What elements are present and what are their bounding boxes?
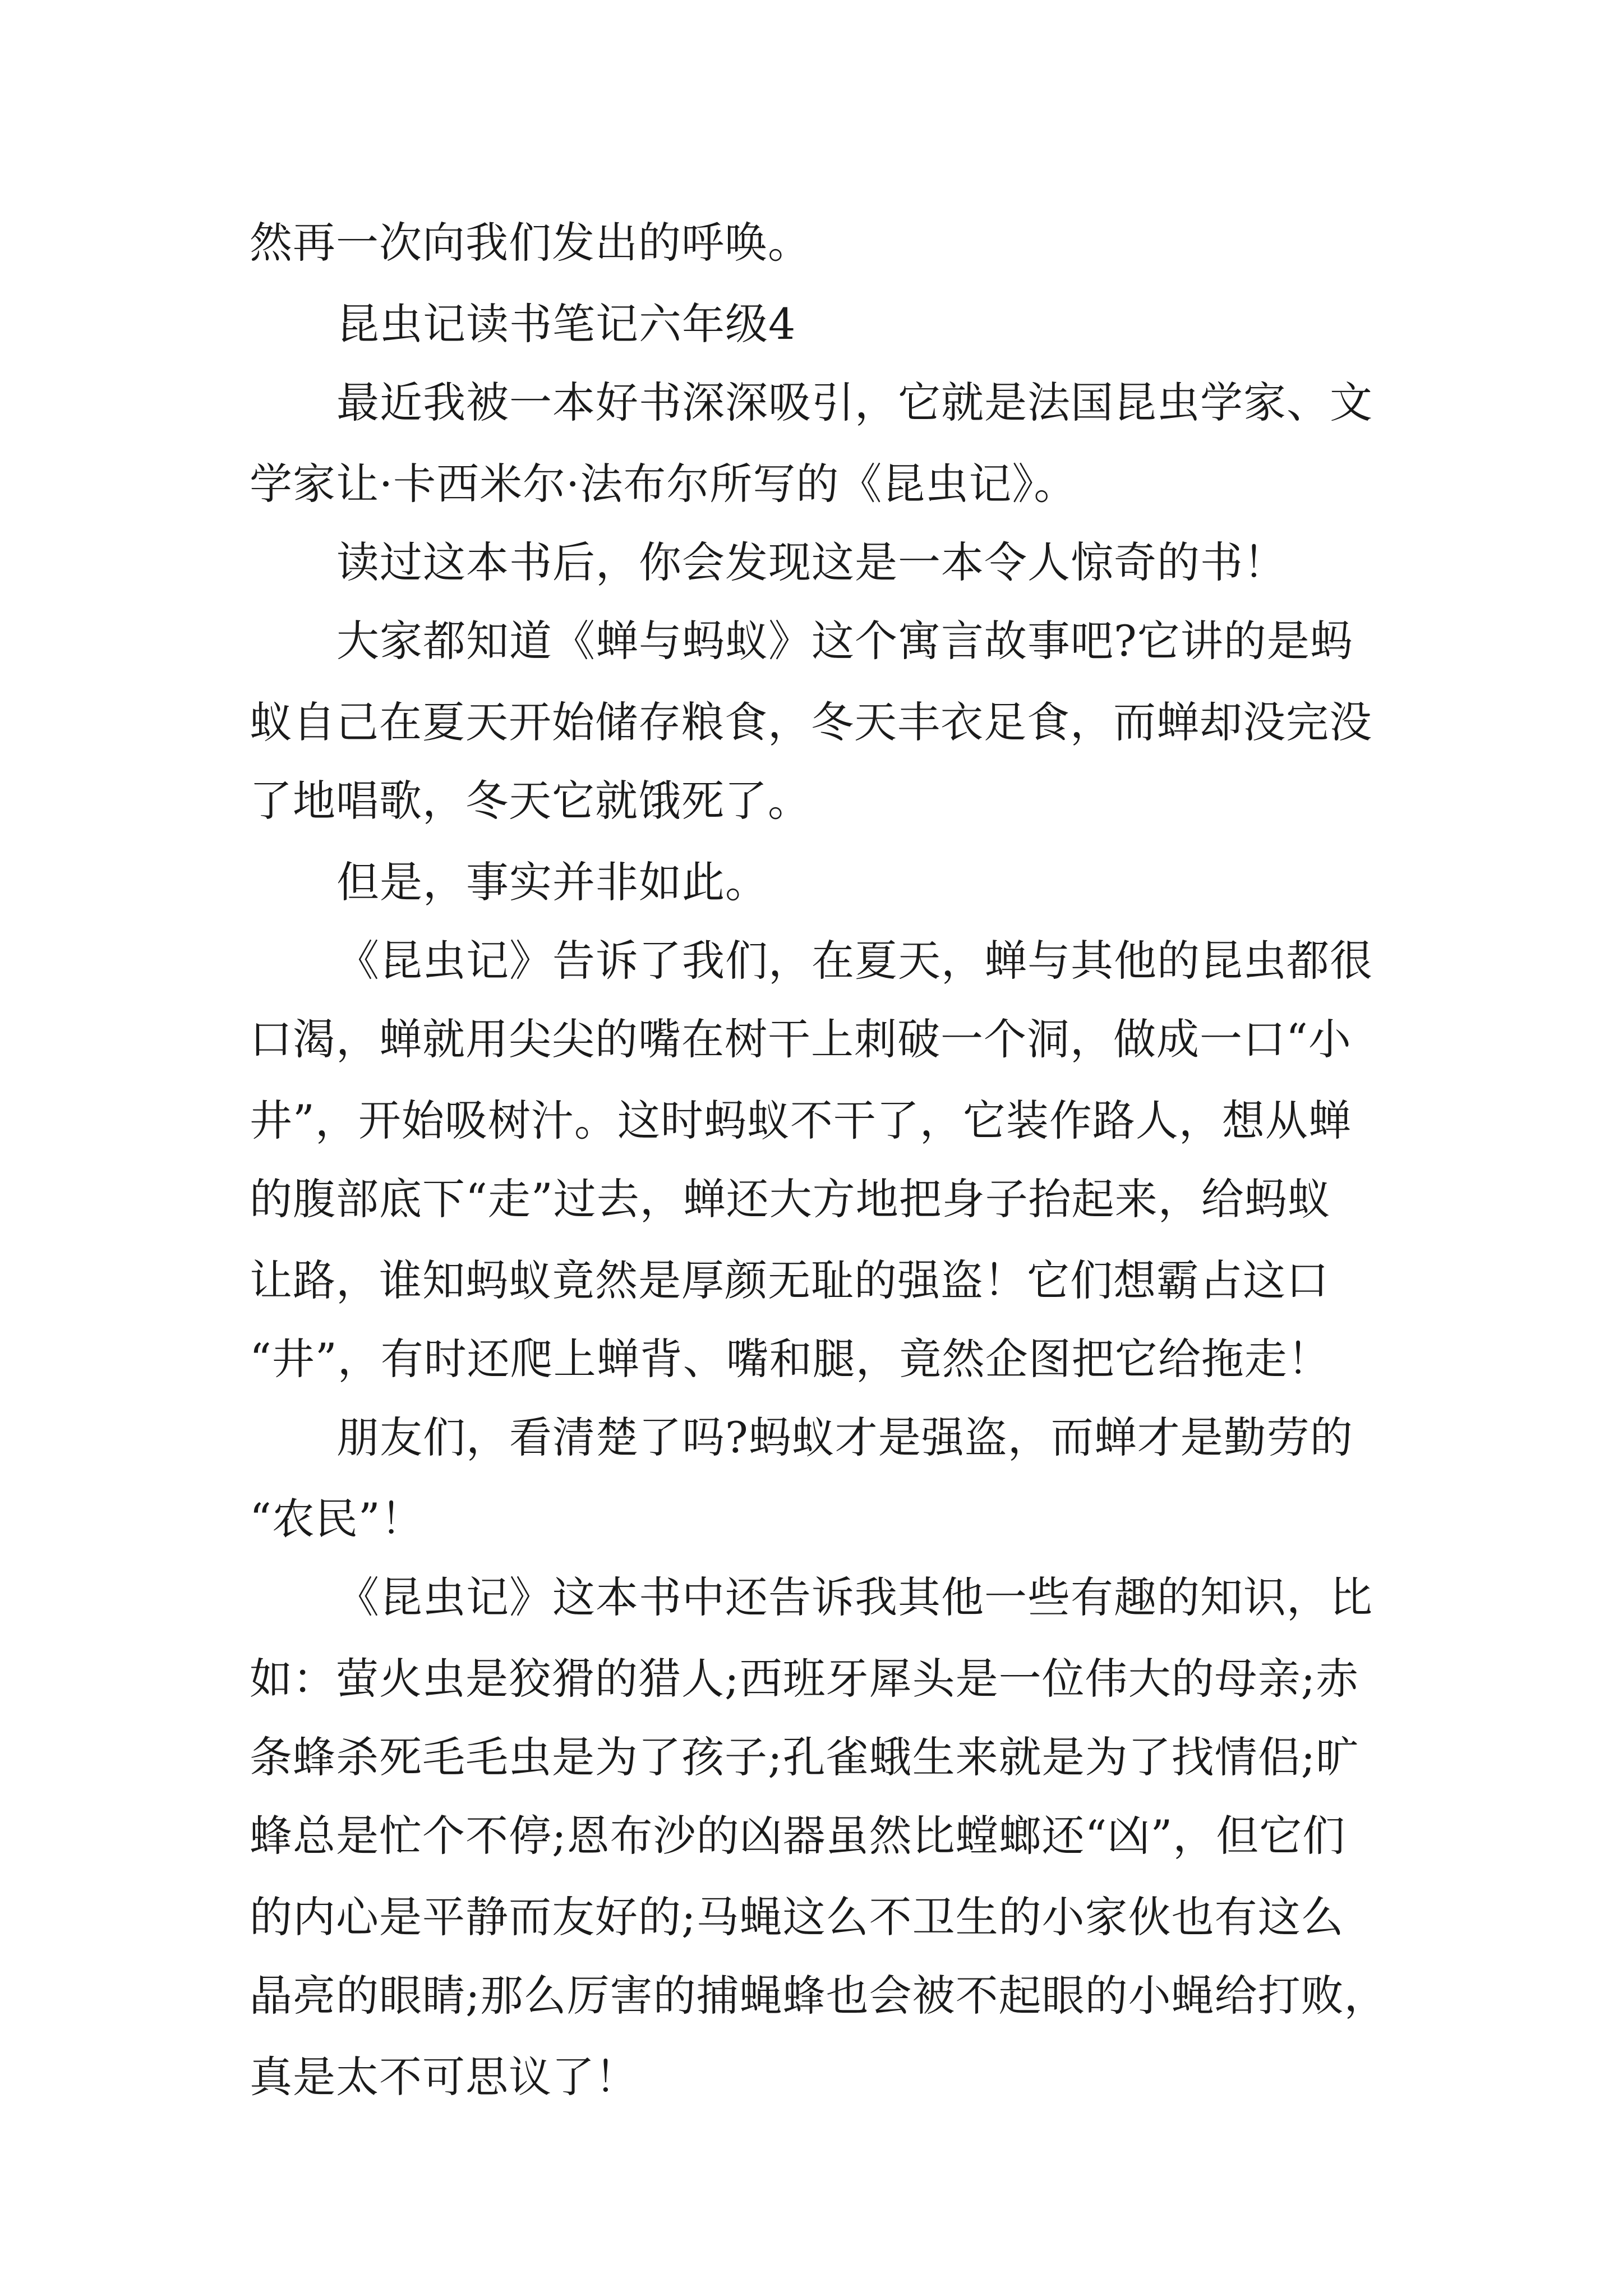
text-line: 学家让·卡西米尔·法布尔所写的《昆虫记》。 [250,459,1077,509]
text-line: 让路，谁知蚂蚁竟然是厚颜无耻的强盗！它们想霸占这口 [250,1255,1329,1305]
text-line: “农民”！ [250,1494,424,1544]
text-line: 读过这本书后，你会发现这是一本令人惊奇的书！ [336,537,1287,587]
text-line: 但是，事实并非如此。 [336,857,768,907]
text-line: 了地唱歌，冬天它就饿死了。 [250,776,811,826]
text-line: 的内心是平静而友好的;马蝇这么不卫生的小家伙也有这么 [250,1892,1344,1942]
text-line: 《昆虫记》告诉了我们，在夏天，蝉与其他的昆虫都很 [336,936,1373,986]
text-line: 朋友们，看清楚了吗?蚂蚁才是强盗，而蝉才是勤劳的 [336,1412,1353,1462]
text-line: 条蜂杀死毛毛虫是为了孩子;孔雀蛾生来就是为了找情侣;旷 [250,1732,1359,1782]
text-line: 蚁自己在夏天开始储存粮食，冬天丰衣足食，而蝉却没完没 [250,697,1372,747]
text-line: 晶亮的眼睛;那么厉害的捕蝇蜂也会被不起眼的小蝇给打败， [250,1971,1387,2021]
text-line: 最近我被一本好书深深吸引，它就是法国昆虫学家、文 [336,378,1373,427]
text-line: 口渴，蝉就用尖尖的嘴在树干上刺破一个洞，做成一口“小 [250,1014,1352,1064]
section-heading: 昆虫记读书笔记六年级4 [336,299,796,349]
text-line: 蜂总是忙个不停;恩布沙的凶器虽然比螳螂还“凶”，但它们 [250,1811,1346,1861]
text-line: 井”，开始吸树汁。这时蚂蚁不干了，它装作路人，想从蝉 [250,1096,1352,1145]
text-line: “井”，有时还爬上蝉背、嘴和腿，竟然企图把它给拖走！ [250,1334,1331,1384]
text-line: 的腹部底下“走”过去，蝉还大方地把身子抬起来，给蚂蚁 [250,1174,1331,1224]
text-line: 大家都知道《蝉与蚂蚁》这个寓言故事吧?它讲的是蚂 [336,616,1353,666]
text-line: 然再一次向我们发出的呼唤。 [250,218,811,268]
text-line: 如：萤火虫是狡猾的猎人;西班牙犀头是一位伟大的母亲;赤 [250,1654,1359,1704]
text-line: 真是太不可思议了！ [250,2052,638,2102]
text-line: 《昆虫记》这本书中还告诉我其他一些有趣的知识，比 [336,1572,1373,1622]
